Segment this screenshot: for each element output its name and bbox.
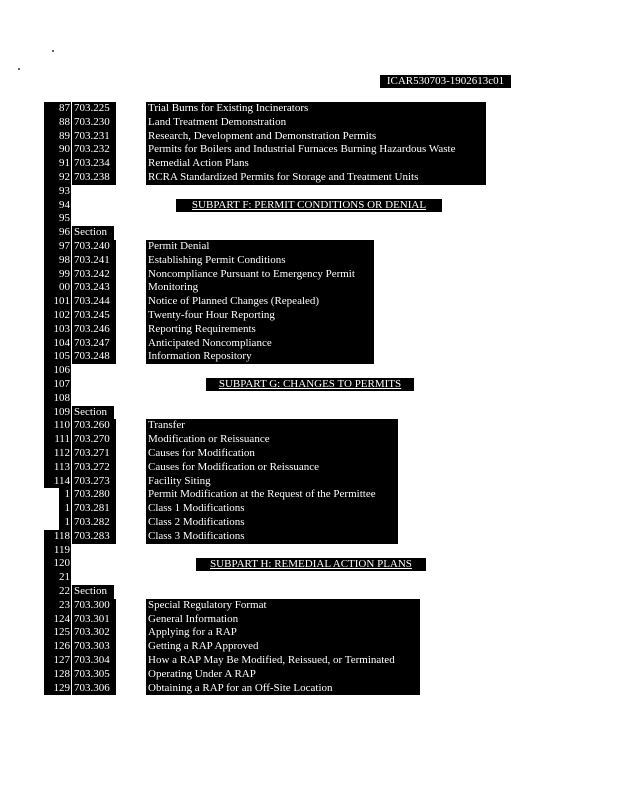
line-number: 00	[44, 281, 71, 295]
line-number: 124	[44, 613, 71, 627]
section-number: 703.247	[72, 337, 116, 351]
section-number: 703.238	[72, 171, 116, 185]
section-number: 703.270	[72, 433, 116, 447]
section-title: Research, Development and Demonstration Permits	[146, 130, 486, 144]
section-number: 703.230	[72, 116, 116, 130]
line-number: 109	[44, 406, 71, 420]
subpart-heading: SUBPART H: REMEDIAL ACTION PLANS	[196, 558, 426, 571]
section-title: Trial Burns for Existing Incinerators	[146, 102, 486, 116]
section-title: Noncompliance Pursuant to Emergency Permit	[146, 268, 374, 282]
section-header: Section	[72, 406, 114, 420]
line-number: 88	[44, 116, 71, 130]
section-title: Anticipated Noncompliance	[146, 337, 374, 351]
line-number: 104	[44, 337, 71, 351]
line-number: 1	[59, 516, 71, 530]
scan-speck	[52, 50, 54, 52]
section-title: Facility Siting	[146, 475, 398, 489]
line-number: 114	[44, 475, 71, 489]
section-title: Permit Denial	[146, 240, 374, 254]
section-number: 703.304	[72, 654, 116, 668]
section-number: 703.306	[72, 682, 116, 696]
line-number: 110	[44, 419, 71, 433]
line-number: 106	[44, 364, 71, 378]
line-number: 90	[44, 143, 71, 157]
line-number: 119	[44, 544, 71, 558]
line-number: 120	[44, 557, 71, 571]
section-number: 703.225	[72, 102, 116, 116]
section-number: 703.260	[72, 419, 116, 433]
section-number: 703.231	[72, 130, 116, 144]
line-number: 89	[44, 130, 71, 144]
line-number: 127	[44, 654, 71, 668]
line-number: 102	[44, 309, 71, 323]
line-number: 97	[44, 240, 71, 254]
section-title: Twenty-four Hour Reporting	[146, 309, 374, 323]
section-header: Section	[72, 585, 114, 599]
line-number: 101	[44, 295, 71, 309]
section-number: 703.271	[72, 447, 116, 461]
section-title: Operating Under A RAP	[146, 668, 420, 682]
line-number: 23	[44, 599, 71, 613]
section-title: General Information	[146, 613, 420, 627]
section-number: 703.240	[72, 240, 116, 254]
line-number: 112	[44, 447, 71, 461]
line-number: 103	[44, 323, 71, 337]
section-title: Permit Modification at the Request of the Permittee	[146, 488, 398, 502]
line-number: 125	[44, 626, 71, 640]
line-number: 1	[59, 502, 71, 516]
section-number: 703.242	[72, 268, 116, 282]
section-title: Notice of Planned Changes (Repealed)	[146, 295, 374, 309]
section-number: 703.303	[72, 640, 116, 654]
section-number: 703.246	[72, 323, 116, 337]
line-number: 87	[44, 102, 71, 116]
line-number: 105	[44, 350, 71, 364]
section-number: 703.283	[72, 530, 116, 544]
line-number: 126	[44, 640, 71, 654]
scan-speck	[18, 68, 20, 70]
section-number: 703.241	[72, 254, 116, 268]
section-title: Land Treatment Demonstration	[146, 116, 486, 130]
section-number: 703.243	[72, 281, 116, 295]
section-number: 703.305	[72, 668, 116, 682]
section-title: Monitoring	[146, 281, 374, 295]
section-number: 703.245	[72, 309, 116, 323]
line-number: 129	[44, 682, 71, 696]
section-title: Applying for a RAP	[146, 626, 420, 640]
section-title: Causes for Modification	[146, 447, 398, 461]
line-number: 96	[44, 226, 71, 240]
section-header: Section	[72, 226, 114, 240]
section-title: Causes for Modification or Reissuance	[146, 461, 398, 475]
line-number: 108	[44, 392, 71, 406]
section-title: How a RAP May Be Modified, Reissued, or Terminated	[146, 654, 420, 668]
section-title: Reporting Requirements	[146, 323, 374, 337]
section-number: 703.273	[72, 475, 116, 489]
line-number: 98	[44, 254, 71, 268]
section-number: 703.272	[72, 461, 116, 475]
section-title: Permits for Boilers and Industrial Furnaces Burning Hazardous Waste	[146, 143, 486, 157]
section-title: Remedial Action Plans	[146, 157, 486, 171]
line-number: 93	[44, 185, 71, 199]
line-number: 95	[44, 212, 71, 226]
line-number: 22	[44, 585, 71, 599]
subpart-heading: SUBPART F: PERMIT CONDITIONS OR DENIAL	[176, 199, 442, 212]
section-title: Information Repository	[146, 350, 374, 364]
section-title: Modification or Reissuance	[146, 433, 398, 447]
line-number: 118	[44, 530, 71, 544]
line-number: 91	[44, 157, 71, 171]
section-title: RCRA Standardized Permits for Storage and Treatment Units	[146, 171, 486, 185]
line-number: 99	[44, 268, 71, 282]
line-number: 92	[44, 171, 71, 185]
line-number: 107	[44, 378, 71, 392]
line-number: 21	[44, 571, 71, 585]
section-number: 703.234	[72, 157, 116, 171]
section-title: Class 2 Modifications	[146, 516, 398, 530]
line-number: 128	[44, 668, 71, 682]
section-number: 703.281	[72, 502, 116, 516]
section-title: Obtaining a RAP for an Off-Site Location	[146, 682, 420, 696]
line-number: 113	[44, 461, 71, 475]
section-title: Getting a RAP Approved	[146, 640, 420, 654]
section-number: 703.244	[72, 295, 116, 309]
section-number: 703.282	[72, 516, 116, 530]
section-title: Class 1 Modifications	[146, 502, 398, 516]
section-number: 703.248	[72, 350, 116, 364]
document-id: ICAR530703-1902613c01	[380, 75, 511, 88]
line-number: 94	[44, 199, 71, 213]
section-number: 703.302	[72, 626, 116, 640]
line-number: 111	[44, 433, 71, 447]
section-number: 703.232	[72, 143, 116, 157]
line-number: 1	[59, 488, 71, 502]
section-title: Class 3 Modifications	[146, 530, 398, 544]
section-title: Transfer	[146, 419, 398, 433]
section-number: 703.301	[72, 613, 116, 627]
section-number: 703.280	[72, 488, 116, 502]
section-number: 703.300	[72, 599, 116, 613]
subpart-heading: SUBPART G: CHANGES TO PERMITS	[206, 378, 414, 391]
section-title: Establishing Permit Conditions	[146, 254, 374, 268]
section-title: Special Regulatory Format	[146, 599, 420, 613]
